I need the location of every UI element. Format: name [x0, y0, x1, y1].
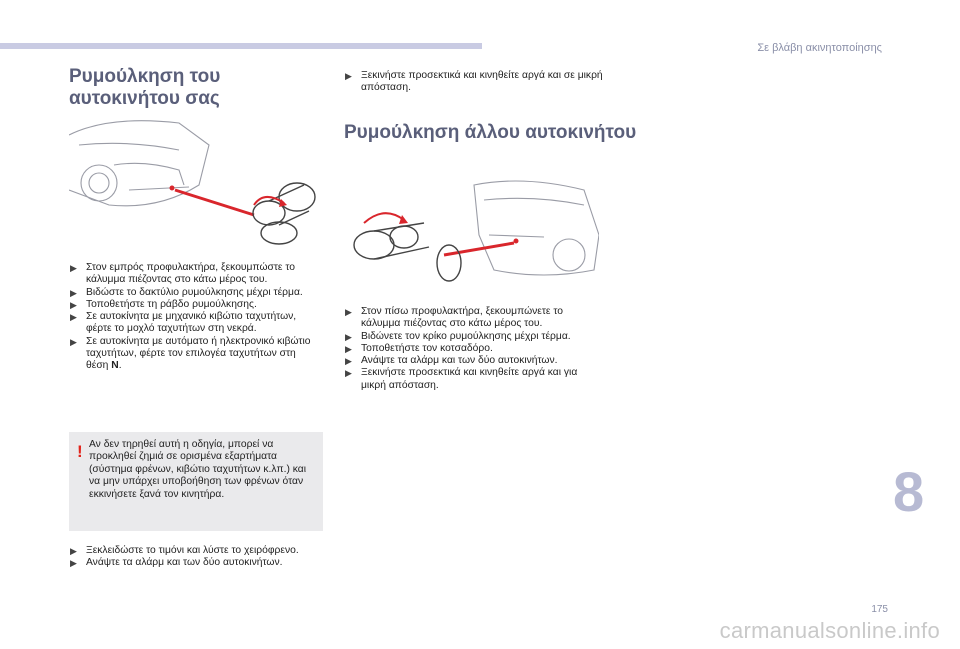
- warning-icon: !: [77, 442, 83, 461]
- rear-towing-illustration: [344, 175, 599, 297]
- list-item: ▶ Ξεκλειδώστε το τιμόνι και λύστε το χειρόφρενο.: [70, 545, 299, 556]
- list-item: ▶ Στον πίσω προφυλακτήρα, ξεκουμπώνετε το κάλυμμα πιέζοντας στο κάτω μέρος του.: [345, 306, 564, 330]
- final-steps: [69, 545, 329, 570]
- continued-steps: [344, 70, 604, 95]
- gear-position: N: [111, 360, 119, 372]
- watermark: carmanualsonline.info: [719, 618, 940, 643]
- page-number: 175: [871, 604, 888, 615]
- front-towing-steps: [69, 262, 319, 373]
- list-item: ▶ Βιδώστε το δακτύλιο ρυμούλκησης μέχρι τέρμα.: [70, 286, 303, 298]
- list-item: ▶ Ανάψτε τα αλάρμ και των δύο αυτοκινήτων.: [70, 557, 283, 569]
- chapter-number: 8: [893, 460, 925, 523]
- section-title: Σε βλάβη ακινητοποίησης: [757, 42, 882, 54]
- warning-box: [69, 432, 323, 531]
- rear-towing-steps: [344, 306, 604, 392]
- header-accent-bar: [0, 43, 482, 49]
- list-item: ▶ Σε αυτοκίνητα με μηχανικό κιβώτιο ταχυτήτων, φέρτε το μοχλό ταχυτήτων στη νεκρά.: [70, 311, 297, 335]
- list-item: ▶ Ξεκινήστε προσεκτικά και κινηθείτε αργά και σε μικρή απόσταση.: [345, 70, 603, 94]
- section-title-other-vehicle: Ρυμούλκηση άλλου αυτοκινήτου: [344, 122, 637, 143]
- list-item: ▶ Ανάψτε τα αλάρμ και των δύο αυτοκινήτων.: [345, 355, 558, 367]
- list-item: ▶ Ξεκινήστε προσεκτικά και κινηθείτε αργά και για μικρή απόσταση.: [345, 367, 578, 391]
- list-item: ▶ Τοποθετήστε τη ράβδο ρυμούλκησης.: [70, 298, 257, 310]
- front-towing-illustration: [69, 115, 319, 250]
- list-item: ▶ Βιδώνετε τον κρίκο ρυμούλκησης μέχρι τέρμα.: [345, 330, 571, 342]
- warning-text: Αν δεν τηρηθεί αυτή η οδηγία, μπορεί να προκληθεί ζημιά σε ορισμένα εξαρτήματα (σύστημα φρένων, κιβώτιο ταχυτήτων κ.λπ.) και να μην υπάρχει υποβοήθηση των φρένων όταν εκκινήσετε ξανά τον κινητήρα.: [89, 439, 307, 500]
- list-item: ▶ Τοποθετήστε τον κοτσαδόρο.: [345, 342, 493, 354]
- list-item: ▶ Σε αυτοκίνητα με αυτόματο ή ηλεκτρονικό κιβώτιο ταχυτήτων, φέρτε τον επιλογέα ταχυτήτων στη θέση N.: [70, 335, 311, 372]
- list-item: ▶ Στον εμπρός προφυλακτήρα, ξεκουμπώστε το κάλυμμα πιέζοντας στο κάτω μέρος του.: [70, 262, 296, 286]
- page-title-own-vehicle: Ρυμούλκηση του αυτοκινήτου σας: [69, 66, 221, 109]
